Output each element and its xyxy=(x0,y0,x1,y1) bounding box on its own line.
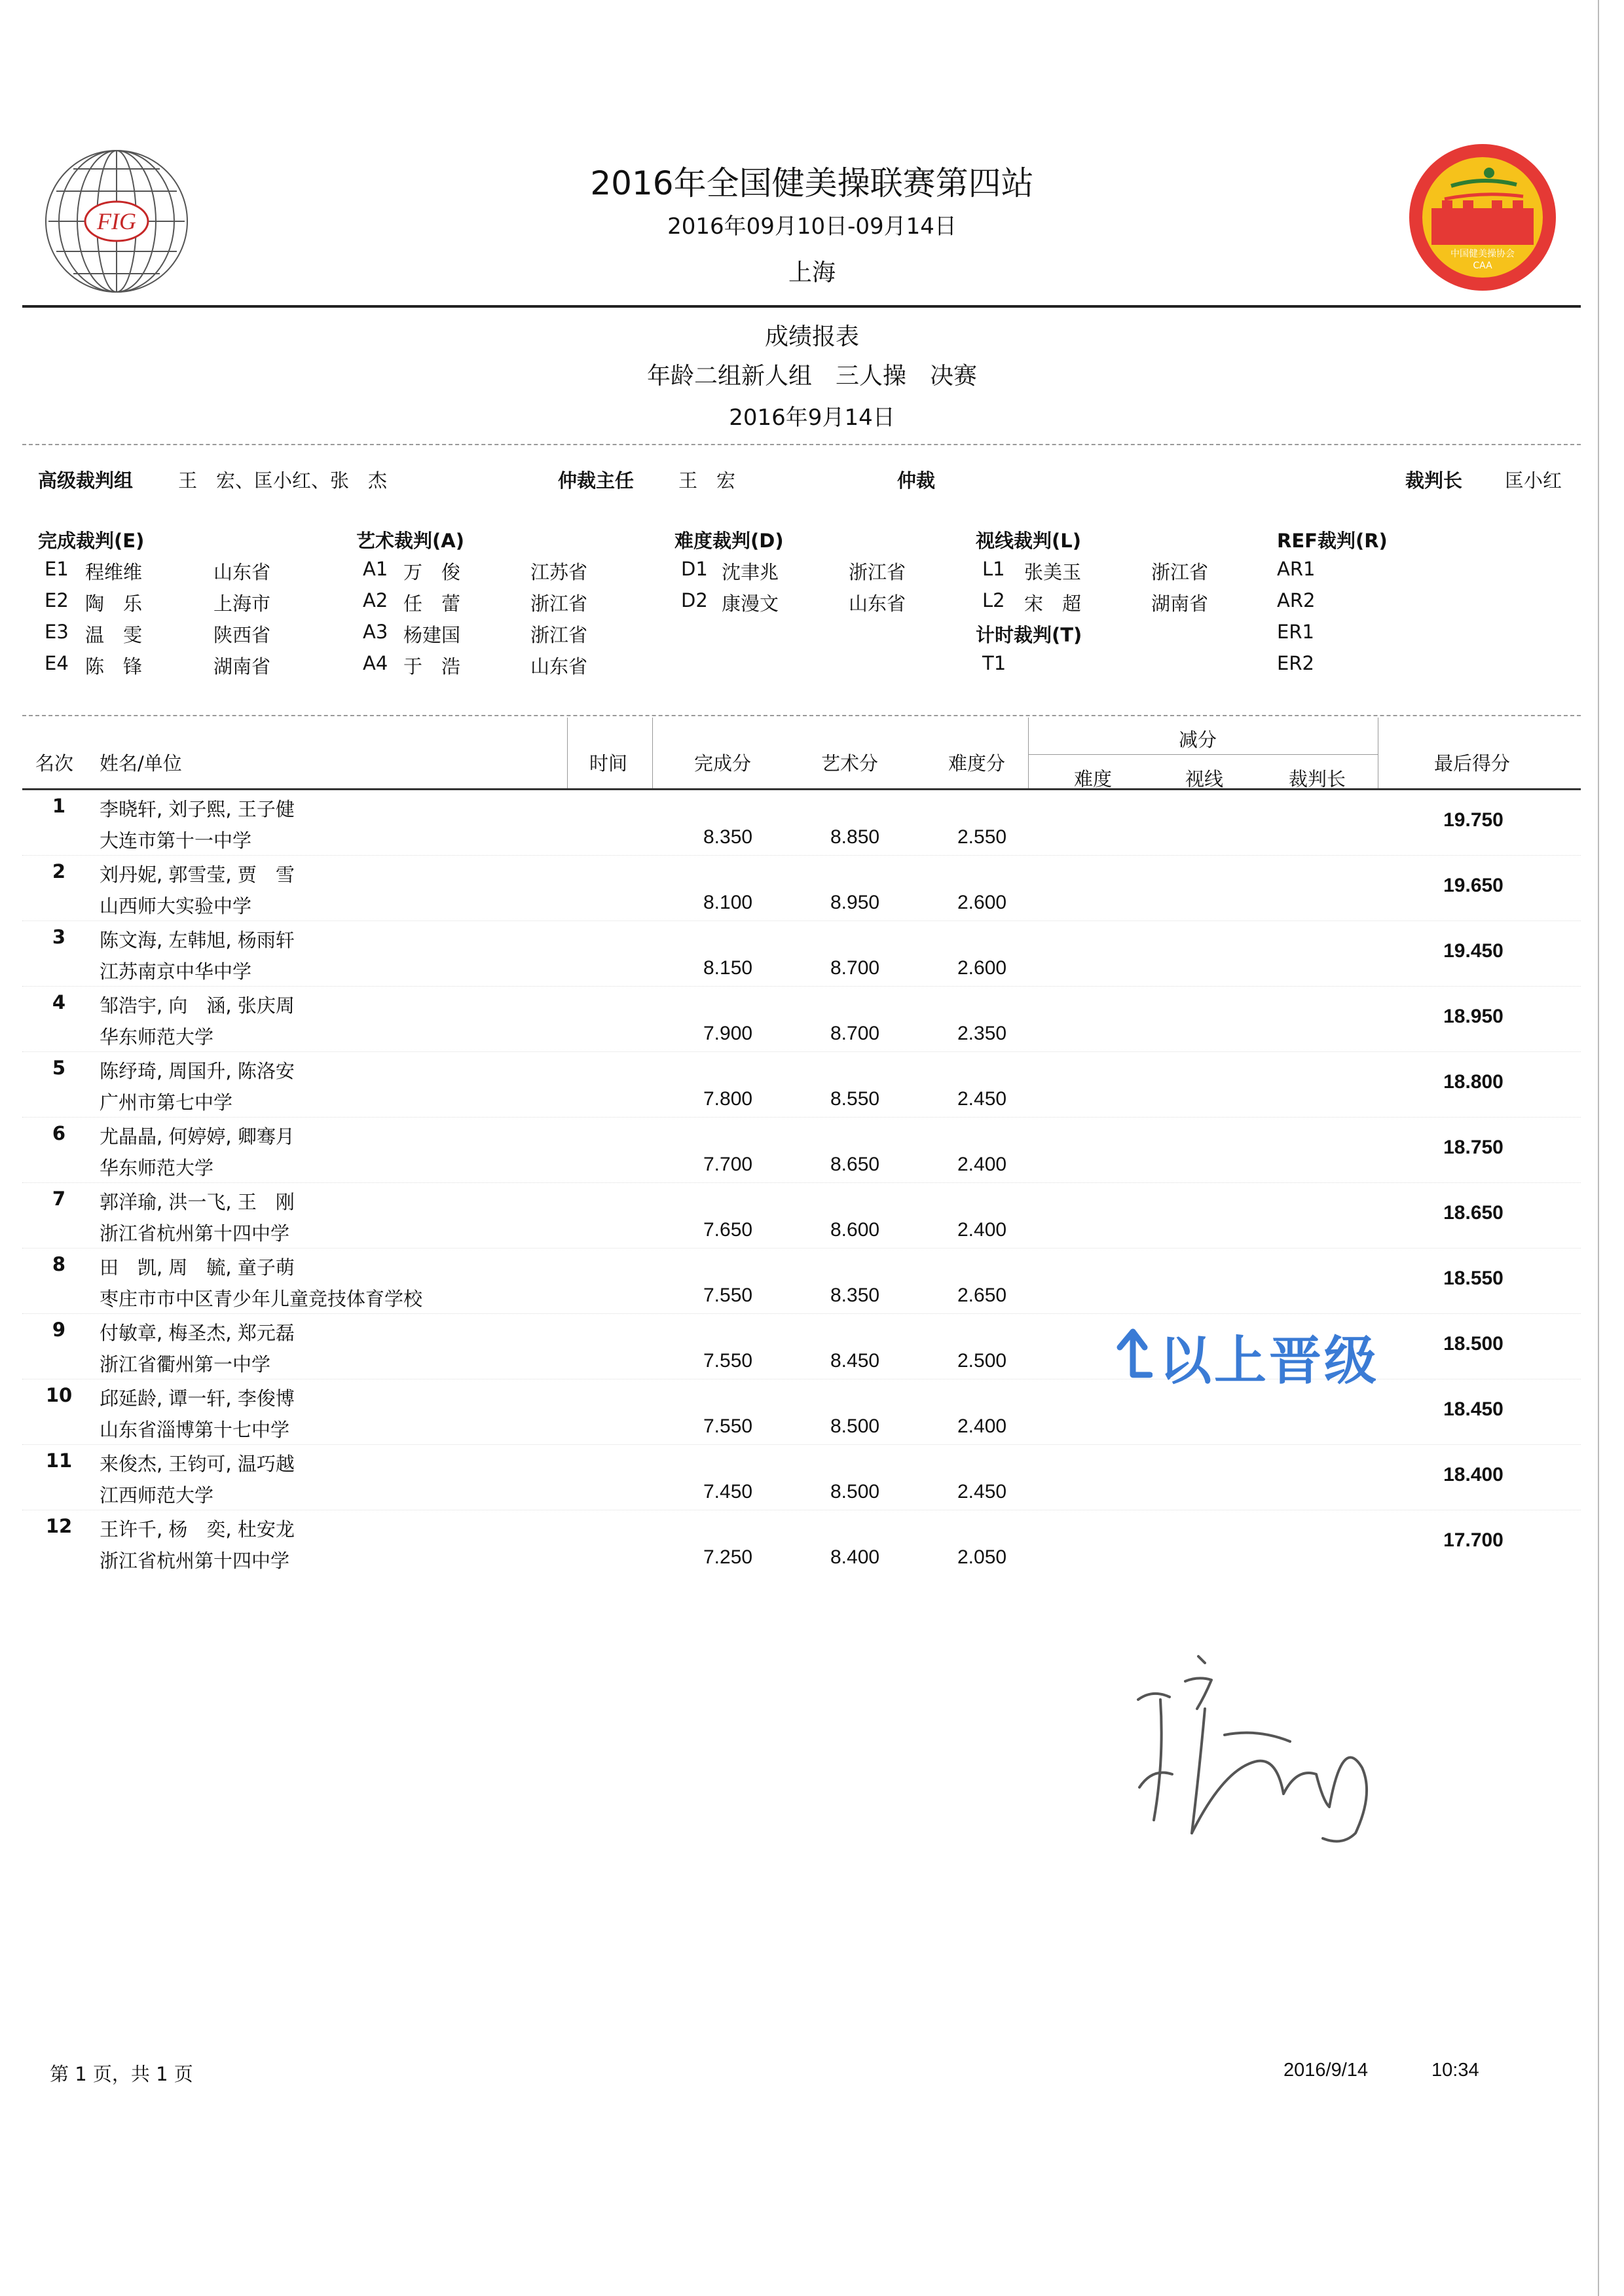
jury-label: 仲裁 xyxy=(897,469,936,492)
up-arrow-icon xyxy=(1107,1321,1153,1380)
judge-code: L2 xyxy=(982,589,1005,611)
row-unit: 华东师范大学 xyxy=(100,1157,214,1179)
header-ded-head: 裁判长 xyxy=(1289,768,1346,790)
judge-name: 张美玉 xyxy=(1024,561,1082,583)
header-artistic: 艺术分 xyxy=(821,752,879,774)
judge-code: D2 xyxy=(681,589,708,611)
row-separator xyxy=(22,1117,1581,1118)
row-artistic: 8.700 xyxy=(830,1023,880,1044)
page-number: 第 1 页，共 1 页 xyxy=(50,2063,193,2085)
judge-code: E3 xyxy=(45,621,69,643)
row-names: 陈文海, 左韩旭, 杨雨轩 xyxy=(100,929,295,951)
table-header-bottom-line xyxy=(22,788,1581,790)
header-grid-line xyxy=(1028,718,1029,788)
row-execution: 7.800 xyxy=(703,1088,753,1110)
row-execution: 7.250 xyxy=(703,1546,753,1568)
row-rank: 12 xyxy=(45,1515,73,1537)
row-names: 付敏章, 梅圣杰, 郑元磊 xyxy=(100,1322,295,1344)
row-difficulty: 2.400 xyxy=(957,1415,1007,1437)
row-unit: 浙江省衢州第一中学 xyxy=(100,1353,271,1376)
panel-e-title: 完成裁判(E) xyxy=(38,530,145,552)
row-difficulty: 2.550 xyxy=(957,826,1007,848)
judge-province: 山东省 xyxy=(530,655,588,678)
row-rank: 7 xyxy=(52,1188,66,1210)
row-difficulty: 2.600 xyxy=(957,957,1007,979)
judge-name: 宋 超 xyxy=(1024,592,1082,615)
row-rank: 8 xyxy=(52,1253,66,1275)
row-artistic: 8.500 xyxy=(830,1481,880,1503)
row-execution: 7.650 xyxy=(703,1219,753,1241)
judge-name: 于 浩 xyxy=(403,655,461,678)
judge-code: A3 xyxy=(363,621,388,643)
row-final-score: 19.650 xyxy=(1443,875,1504,896)
row-rank: 3 xyxy=(52,926,66,948)
row-execution: 8.350 xyxy=(703,826,753,848)
judge-name: 程维维 xyxy=(85,561,143,583)
judge-name: 陈 锋 xyxy=(85,655,143,678)
row-names: 田 凯, 周 毓, 童子萌 xyxy=(100,1256,295,1279)
row-names: 邹浩宇, 向 涵, 张庆周 xyxy=(100,994,295,1017)
table-top-divider xyxy=(22,715,1581,716)
judge-code: A2 xyxy=(363,589,388,611)
judge-name: 温 雯 xyxy=(85,624,143,646)
judge-province: 浙江省 xyxy=(530,592,588,615)
row-artistic: 8.500 xyxy=(830,1415,880,1437)
panel-a-title: 艺术裁判(A) xyxy=(356,530,464,552)
head-judge-label: 裁判长 xyxy=(1405,469,1463,492)
judge-name: 康漫文 xyxy=(722,592,779,615)
event-city: 上海 xyxy=(788,259,836,286)
header-time: 时间 xyxy=(589,752,628,774)
row-artistic: 8.400 xyxy=(830,1546,880,1568)
judge-province: 浙江省 xyxy=(849,561,906,583)
row-names: 李晓轩, 刘子熙, 王子健 xyxy=(100,798,295,820)
header-grid-line xyxy=(652,718,653,788)
promoted-annotation: 以上晋级 xyxy=(1159,1330,1379,1391)
jury-chief-value: 王 宏 xyxy=(678,469,736,492)
row-rank: 9 xyxy=(52,1319,66,1341)
row-artistic: 8.350 xyxy=(830,1285,880,1306)
row-final-score: 19.450 xyxy=(1443,940,1504,962)
panel-r-title: REF裁判(R) xyxy=(1277,530,1388,552)
report-title: 成绩报表 xyxy=(764,323,859,350)
row-difficulty: 2.450 xyxy=(957,1088,1007,1110)
row-difficulty: 2.050 xyxy=(957,1546,1007,1568)
judge-code: D1 xyxy=(681,558,708,580)
judge-code: ER2 xyxy=(1277,652,1314,674)
judge-code: AR1 xyxy=(1277,558,1316,580)
row-unit: 枣庄市市中区青少年儿童竞技体育学校 xyxy=(100,1288,423,1310)
event-title: 2016年全国健美操联赛第四站 xyxy=(590,164,1034,202)
row-execution: 7.700 xyxy=(703,1154,753,1175)
row-unit: 大连市第十一中学 xyxy=(100,829,252,852)
header-grid-line xyxy=(567,718,568,788)
header-execution: 完成分 xyxy=(694,752,752,774)
judge-province: 浙江省 xyxy=(1151,561,1209,583)
row-rank: 10 xyxy=(45,1384,73,1406)
row-final-score: 18.800 xyxy=(1443,1071,1504,1093)
row-rank: 1 xyxy=(52,795,66,817)
row-final-score: 18.450 xyxy=(1443,1398,1504,1420)
judge-province: 湖南省 xyxy=(1151,592,1209,615)
row-unit: 江苏南京中华中学 xyxy=(100,960,252,983)
row-separator xyxy=(22,1182,1581,1183)
row-separator xyxy=(22,920,1581,921)
judge-name: 陶 乐 xyxy=(85,592,143,615)
caa-logo-text-cn: 中国健美操协会 xyxy=(1450,249,1515,259)
row-unit: 山西师大实验中学 xyxy=(100,895,252,917)
judge-province: 江苏省 xyxy=(530,561,588,583)
judge-province: 上海市 xyxy=(213,592,271,615)
caa-logo-text-en: CAA xyxy=(1473,261,1492,271)
row-separator xyxy=(22,986,1581,987)
panel-l-title: 视线裁判(L) xyxy=(976,530,1081,552)
row-unit: 山东省淄博第十七中学 xyxy=(100,1419,290,1441)
handwritten-signature xyxy=(1126,1637,1388,1872)
row-rank: 4 xyxy=(52,991,66,1013)
row-artistic: 8.600 xyxy=(830,1219,880,1241)
row-final-score: 18.650 xyxy=(1443,1202,1504,1224)
row-execution: 7.550 xyxy=(703,1350,753,1372)
header-ded-difficulty: 难度 xyxy=(1074,768,1113,790)
header-final: 最后得分 xyxy=(1434,752,1511,774)
panel-t-title: 计时裁判(T) xyxy=(976,624,1082,646)
judge-province: 湖南省 xyxy=(213,655,271,678)
row-unit: 广州市第七中学 xyxy=(100,1091,233,1114)
row-rank: 11 xyxy=(45,1449,73,1472)
officials-divider xyxy=(22,444,1581,445)
row-final-score: 19.750 xyxy=(1443,809,1504,831)
header-name: 姓名/单位 xyxy=(100,752,182,774)
jury-chief-label: 仲裁主任 xyxy=(558,469,635,492)
row-names: 郭洋瑜, 洪一飞, 王 刚 xyxy=(100,1191,295,1213)
row-artistic: 8.850 xyxy=(830,826,880,848)
row-execution: 8.150 xyxy=(703,957,753,979)
row-execution: 7.450 xyxy=(703,1481,753,1503)
judge-province: 浙江省 xyxy=(530,624,588,646)
row-final-score: 18.400 xyxy=(1443,1464,1504,1485)
judge-name: 万 俊 xyxy=(403,561,461,583)
senior-judges-value: 王 宏、匡小红、张 杰 xyxy=(178,469,388,492)
deduction-subheader-line xyxy=(1028,754,1378,755)
judge-name: 杨建国 xyxy=(403,624,461,646)
row-execution: 7.550 xyxy=(703,1285,753,1306)
row-artistic: 8.700 xyxy=(830,957,880,979)
row-final-score: 18.950 xyxy=(1443,1006,1504,1027)
report-date: 2016年9月14日 xyxy=(729,405,895,431)
row-final-score: 18.500 xyxy=(1443,1333,1504,1355)
row-artistic: 8.550 xyxy=(830,1088,880,1110)
judge-code: AR2 xyxy=(1277,589,1316,611)
row-unit: 江西师范大学 xyxy=(100,1484,214,1506)
event-dates: 2016年09月10日-09月14日 xyxy=(667,213,957,240)
head-judge-value: 匡小红 xyxy=(1505,469,1562,492)
row-rank: 2 xyxy=(52,860,66,883)
row-difficulty: 2.600 xyxy=(957,892,1007,913)
header-divider xyxy=(22,305,1581,308)
header-ded-line: 视线 xyxy=(1185,768,1224,790)
judge-code: A4 xyxy=(363,652,388,674)
judge-province: 山东省 xyxy=(849,592,906,615)
judge-code: E2 xyxy=(45,589,69,611)
report-subtitle: 年龄二组新人组 三人操 决赛 xyxy=(646,363,977,390)
row-separator xyxy=(22,1051,1581,1052)
row-rank: 5 xyxy=(52,1057,66,1079)
row-separator xyxy=(22,1444,1581,1445)
row-names: 刘丹妮, 郭雪莹, 贾 雪 xyxy=(100,864,295,886)
row-separator xyxy=(22,855,1581,856)
row-separator xyxy=(22,1313,1581,1314)
judge-code: A1 xyxy=(363,558,388,580)
judge-code: ER1 xyxy=(1277,621,1314,643)
row-artistic: 8.950 xyxy=(830,892,880,913)
header-deduction: 减分 xyxy=(1179,729,1217,751)
judge-code: E4 xyxy=(45,652,69,674)
row-names: 王许千, 杨 奕, 杜安龙 xyxy=(100,1518,295,1540)
row-execution: 7.900 xyxy=(703,1023,753,1044)
row-unit: 浙江省杭州第十四中学 xyxy=(100,1222,290,1245)
header-rank: 名次 xyxy=(35,752,74,774)
footer-time: 10:34 xyxy=(1431,2060,1479,2081)
judge-code: T1 xyxy=(982,652,1006,674)
row-artistic: 8.450 xyxy=(830,1350,880,1372)
header-difficulty: 难度分 xyxy=(948,752,1006,774)
judge-province: 山东省 xyxy=(213,561,271,583)
row-final-score: 17.700 xyxy=(1443,1529,1504,1551)
panel-d-title: 难度裁判(D) xyxy=(674,530,784,552)
row-difficulty: 2.350 xyxy=(957,1023,1007,1044)
row-artistic: 8.650 xyxy=(830,1154,880,1175)
row-difficulty: 2.400 xyxy=(957,1219,1007,1241)
row-final-score: 18.750 xyxy=(1443,1137,1504,1158)
row-execution: 8.100 xyxy=(703,892,753,913)
fig-logo-text: FIG xyxy=(97,208,136,234)
row-difficulty: 2.400 xyxy=(957,1154,1007,1175)
row-names: 邱延龄, 谭一轩, 李俊博 xyxy=(100,1387,295,1410)
judge-code: E1 xyxy=(45,558,69,580)
judge-name: 沈聿兆 xyxy=(722,561,779,583)
scan-edge-line xyxy=(1598,0,1599,2296)
row-unit: 华东师范大学 xyxy=(100,1026,214,1048)
row-difficulty: 2.450 xyxy=(957,1481,1007,1503)
row-execution: 7.550 xyxy=(703,1415,753,1437)
row-names: 来俊杰, 王钧可, 温巧越 xyxy=(100,1453,295,1475)
judge-name: 任 蕾 xyxy=(403,592,461,615)
row-final-score: 18.550 xyxy=(1443,1267,1504,1289)
footer-date: 2016/9/14 xyxy=(1283,2060,1369,2081)
row-unit: 浙江省杭州第十四中学 xyxy=(100,1550,290,1572)
judge-code: L1 xyxy=(982,558,1005,580)
row-difficulty: 2.500 xyxy=(957,1350,1007,1372)
senior-judges-label: 高级裁判组 xyxy=(38,469,134,492)
row-names: 尤晶晶, 何婷婷, 卿骞月 xyxy=(100,1125,295,1148)
row-difficulty: 2.650 xyxy=(957,1285,1007,1306)
row-names: 陈纾琦, 周国升, 陈洛安 xyxy=(100,1060,295,1082)
row-rank: 6 xyxy=(52,1122,66,1144)
judge-province: 陕西省 xyxy=(213,624,271,646)
